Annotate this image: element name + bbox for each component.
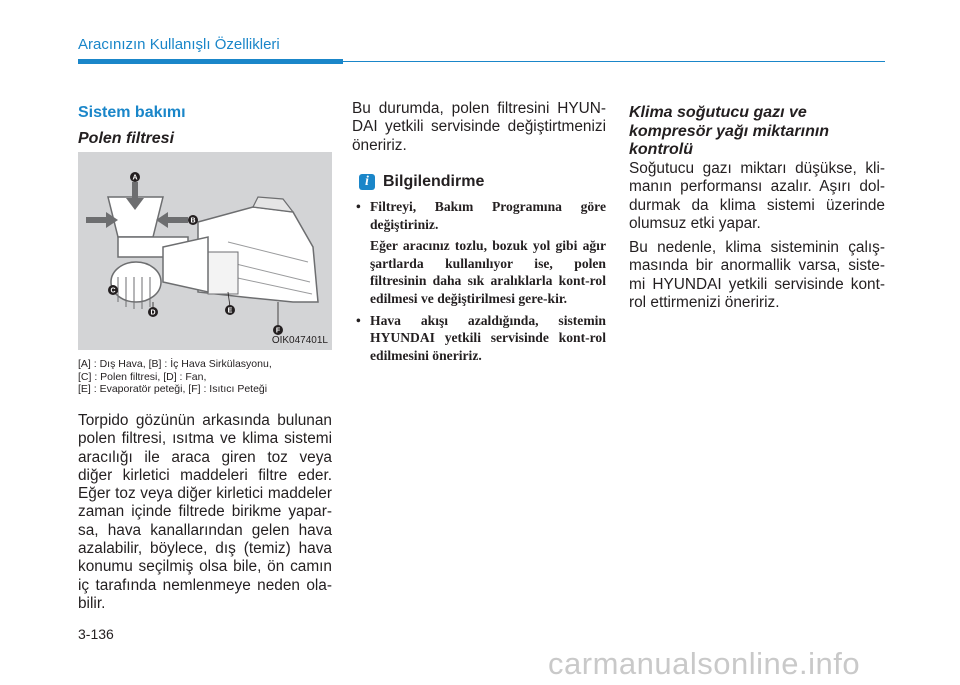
label-f: F [275, 327, 281, 335]
info-title: Bilgilendirme [383, 173, 485, 190]
figure-code: OIK047401L [271, 335, 328, 346]
label-a: A [132, 174, 138, 182]
col2-paragraph: Bu durumda, polen filtresini HYUN-DAI yetkili servisinde değiştirtmenizi öneririz. [352, 100, 606, 154]
caption-line-3: [E] : Evaporatör peteği, [F] : Isıtıcı Peteği [78, 383, 268, 395]
label-c: C [110, 287, 116, 295]
header-rule-thin [343, 61, 885, 62]
figure-caption [78, 358, 334, 396]
col1-paragraph: Torpido gözünün arkasında bulunan polen filtresi, ısıtma ve klima sistemi aracılığı ile araca giren toz veya diğer kirletici maddeleri filtre eder. Eğer toz veya diğer kirletici maddeler zaman içinde filtrede birikme yapar-sa, hava kanallarından gelen hava azalabilir, böylece, dış (temiz) hava konumu seçilmiş olsa bile, ön camın iç tarafında nemlenmeye neden ola-bilir. [78, 412, 332, 612]
bullet-1-text-a: • Filtreyi, Bakım Programına göre değiştiriniz. [370, 199, 606, 232]
watermark: carmanualsonline.info [548, 646, 861, 681]
cabin-air-filter-diagram [78, 152, 332, 350]
caption-line-1: [A] : Dış Hava, [B] : İç Hava Sirkülasyonu, [78, 358, 272, 370]
info-bullets [356, 198, 606, 368]
col3-paragraph-1: Soğutucu gazı miktarı düşükse, kli-manın performansı azalır. Aşırı dol-durmak da klima sistemi üzerinde olumsuz etki yapar. [629, 160, 885, 232]
label-e: E [227, 307, 233, 315]
caption-line-2: [C] : Polen filtresi, [D] : Fan, [78, 370, 207, 383]
info-icon: i [359, 174, 375, 190]
section-title: Sistem bakımı [78, 104, 186, 121]
label-b: B [190, 217, 196, 225]
bullet-item [356, 312, 606, 365]
label-d: D [150, 309, 156, 317]
bullet-1-text-b: Eğer aracınız tozlu, bozuk yol gibi ağır şartlarda kullanılıyor ise, polen filtresinin daha sık aralıklarla kont-rol edilmesi ve değiştirilmesi gere-kir. [370, 238, 606, 306]
page-number: 3-136 [78, 626, 114, 642]
info-heading [359, 173, 484, 191]
col3-title: Klima soğutucu gazı ve kompresör yağı miktarının kontrolü [629, 104, 830, 158]
header-title: Aracınızın Kullanışlı Özellikleri [78, 36, 280, 53]
bullet-2-text: • Hava akışı azaldığında, sistemin HYUNDAI yetkili servisinde kont-rol edilmesini öneririz. [370, 312, 606, 363]
header-rule [78, 59, 343, 64]
col3-paragraph-2: Bu nedenle, klima sisteminin çalış-masında bir anormallik varsa, siste-mi HYUNDAI yetkili servisinde kont-rol ettirmenizi öneririz. [629, 239, 885, 311]
bullet-item [356, 198, 606, 308]
sub-title: Polen filtresi [78, 130, 175, 147]
diagram-illustration [78, 152, 332, 350]
